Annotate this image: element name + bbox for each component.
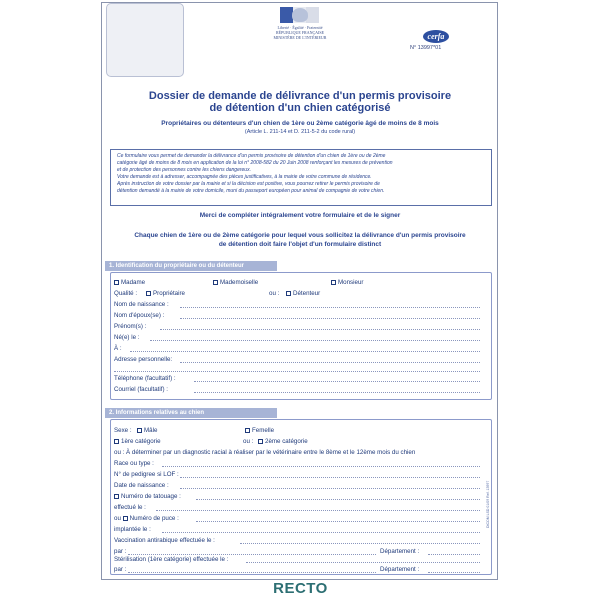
vaccination-par-label: par : — [114, 548, 127, 555]
race-field[interactable] — [162, 466, 480, 467]
diagnostic-option[interactable]: ou : À déterminer par un diagnostic racial à réaliser par le vétérinaire entre le 8ème et le 12ème mois du chien — [114, 449, 416, 456]
qualite-label: Qualité : — [114, 290, 138, 297]
each-dog-instruction-2: de détention doit faire l'objet d'un formulaire distinct — [218, 241, 382, 248]
sexe-label: Sexe : — [114, 427, 132, 434]
checkbox-icon[interactable] — [331, 280, 336, 285]
nom-naissance-label: Nom de naissance : — [114, 301, 169, 308]
telephone-field[interactable] — [194, 381, 480, 382]
notice-box — [110, 149, 492, 206]
nom-epoux-label: Nom d'époux(se) : — [114, 312, 165, 319]
tatouage-option[interactable]: Numéro de tatouage : — [114, 493, 181, 500]
madame-option[interactable]: Madame — [114, 279, 145, 286]
checkbox-icon[interactable] — [114, 494, 119, 499]
complete-instruction: Merci de compléter intégralement votre formulaire et de le signer — [199, 212, 401, 219]
logo-republique: RÉPUBLIQUE FRANÇAISE — [275, 30, 325, 35]
vaccination-par-field[interactable] — [128, 554, 376, 555]
form-title-line1: Dossier de demande de délivrance d'un permis provisoire — [148, 90, 452, 102]
recto-label: RECTO — [273, 580, 328, 597]
each-dog-instruction-1: Chaque chien de 1ère ou de 2ème catégorie pour lequel vous sollicitez la délivrance d'un permis provisoire — [134, 232, 466, 239]
pedigree-label: N° de pedigree si LOF : — [114, 471, 179, 478]
courriel-field[interactable] — [194, 392, 480, 393]
checkbox-icon[interactable] — [213, 280, 218, 285]
cat2-option[interactable]: 2ème catégorie — [258, 438, 308, 445]
tatouage-date-field[interactable] — [156, 510, 480, 511]
race-label: Race ou type : — [114, 460, 154, 467]
lieu-field[interactable] — [130, 351, 480, 352]
prenoms-field[interactable] — [160, 329, 480, 330]
marianne-icon — [278, 5, 322, 25]
date-naissance-field[interactable] — [180, 488, 480, 489]
tatouage-date-label: effectué le : — [114, 504, 146, 511]
checkbox-icon[interactable] — [245, 428, 250, 433]
checkbox-icon[interactable] — [114, 280, 119, 285]
republique-logo — [262, 5, 338, 40]
logo-ministere: MINISTÈRE DE L'INTÉRIEUR — [273, 35, 327, 40]
form-title-line2: de détention d'un chien catégorisé — [209, 102, 391, 114]
sterilisation-departement-field[interactable] — [428, 572, 480, 573]
ou-label: ou : — [269, 290, 280, 297]
cerfa-logo: cerfa — [423, 30, 449, 43]
vaccination-departement-label: Département : — [380, 548, 420, 555]
checkbox-icon[interactable] — [146, 291, 151, 296]
notice-line: Après instruction de votre dossier par la mairie et si la décision est positive, vous pourrez retirer le permis provisoire de — [117, 181, 380, 187]
nom-naissance-field[interactable] — [180, 307, 480, 308]
tatouage-field[interactable] — [196, 499, 480, 500]
section1-heading: 1. Identification du propriétaire ou du détenteur — [105, 261, 277, 271]
adresse-field-2[interactable] — [114, 371, 480, 372]
logo-motto: Liberté · Égalité · Fraternité — [277, 25, 323, 30]
checkbox-icon[interactable] — [286, 291, 291, 296]
pedigree-field[interactable] — [180, 477, 480, 478]
vaccination-field[interactable] — [240, 543, 480, 544]
notice-line: et de protection des personnes contre les chiens dangereux. — [117, 167, 251, 173]
checkbox-icon[interactable] — [123, 516, 128, 521]
proprietaire-option[interactable]: Propriétaire — [146, 290, 185, 297]
femelle-option[interactable]: Femelle — [245, 427, 274, 434]
form-subtitle: Propriétaires ou détenteurs d'un chien de 1ère ou 2ème catégorie âgé de moins de 8 mois — [161, 120, 439, 127]
telephone-label: Téléphone (facultatif) : — [114, 375, 176, 382]
vaccination-label: Vaccination antirabique effectuée le : — [114, 537, 215, 544]
notice-line: catégorie âgé de moins de 8 mois en application de la loi n° 2008-582 du 20 Juin 2008 renforçant les mesures de prévention — [117, 160, 393, 166]
prenoms-label: Prénom(s) : — [114, 323, 147, 330]
ne-le-field[interactable] — [150, 340, 480, 341]
cat-ou-label: ou : — [243, 438, 254, 445]
checkbox-icon[interactable] — [114, 439, 119, 444]
cerfa-number: N° 13997*01 — [410, 45, 442, 51]
date-naissance-label: Date de naissance : — [114, 482, 169, 489]
male-option[interactable]: Mâle — [137, 427, 157, 434]
form-article: (Article L. 211-14 et D. 211-5-2 du code rural) — [244, 129, 356, 135]
cat1-option[interactable]: 1ère catégorie — [114, 438, 161, 445]
puce-field[interactable] — [196, 521, 480, 522]
ne-le-label: Né(e) le : — [114, 334, 140, 341]
checkbox-icon[interactable] — [137, 428, 142, 433]
monsieur-option[interactable]: Monsieur — [331, 279, 363, 286]
courriel-label: Courriel (facultatif) : — [114, 386, 168, 393]
adresse-field[interactable] — [180, 362, 480, 363]
notice-line: Ce formulaire vous permet de demander la délivrance d'un permis provisoire de détention d'un chien de 1ère ou de 2ème — [117, 153, 386, 159]
sterilisation-par-field[interactable] — [128, 572, 376, 573]
implantee-label: implantée le : — [114, 526, 151, 533]
adresse-label: Adresse personnelle: — [114, 356, 173, 363]
checkbox-icon[interactable] — [258, 439, 263, 444]
notice-line: Votre demande est à adresser, accompagnée des pièces justificatives, à la mairie de votre commune de résidence. — [117, 174, 372, 180]
puce-option[interactable]: ou Numéro de puce : — [114, 515, 179, 522]
photo-box — [106, 3, 184, 77]
side-reference: DICOM LSD 01/09 Ref. 13997 — [486, 480, 490, 528]
notice-line: détention demandé à la mairie de votre domicile, muni du passeport européen pour animal de compagnie de votre chien. — [117, 188, 385, 194]
sterilisation-par-label: par : — [114, 566, 127, 573]
vaccination-departement-field[interactable] — [428, 554, 480, 555]
nom-epoux-field[interactable] — [180, 318, 480, 319]
detenteur-option[interactable]: Détenteur — [286, 290, 320, 297]
mademoiselle-option[interactable]: Mademoiselle — [213, 279, 258, 286]
sterilisation-departement-label: Département : — [380, 566, 420, 573]
sterilisation-label: Stérilisation (1ère catégorie) effectuée le : — [114, 556, 229, 563]
implantee-field[interactable] — [162, 532, 480, 533]
section2-heading: 2. Informations relatives au chien — [105, 408, 277, 418]
lieu-label: À : — [114, 345, 122, 352]
sterilisation-field[interactable] — [246, 562, 480, 563]
